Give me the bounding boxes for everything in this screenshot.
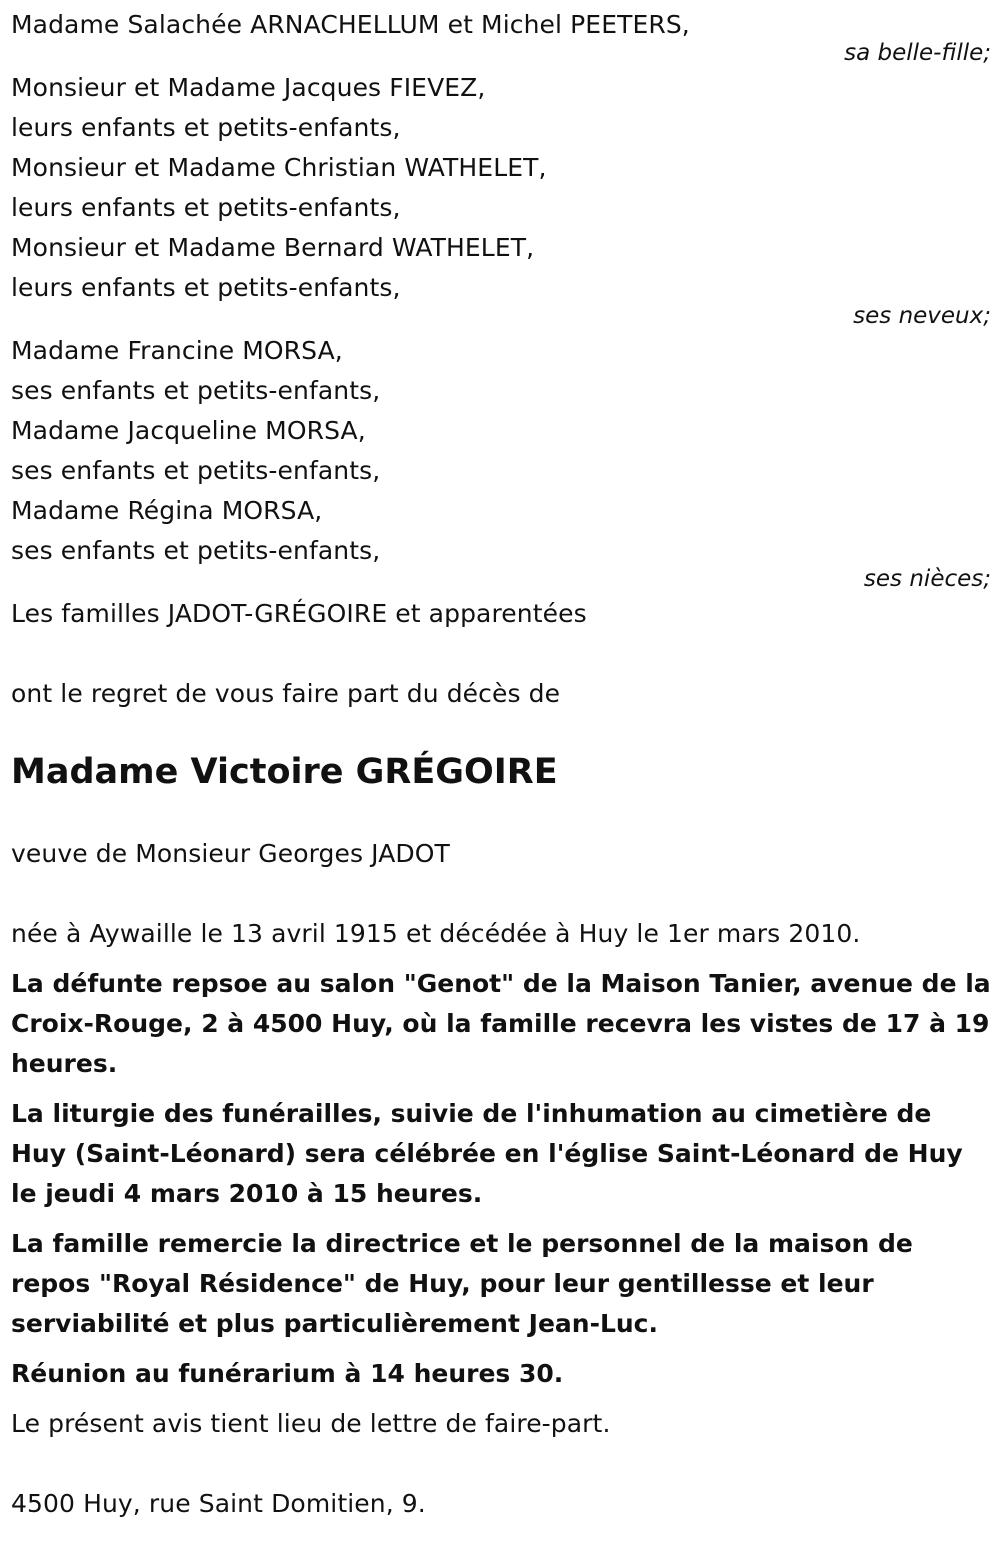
- niece-line: Madame Régina MORSA,: [11, 496, 323, 525]
- deceased-name: Madame Victoire GRÉGOIRE: [11, 752, 558, 792]
- niece-line: ses enfants et petits-enfants,: [11, 456, 381, 485]
- birth-death-line: née à Aywaille le 13 avril 1915 et décédée à Huy le 1er mars 2010.: [11, 919, 861, 948]
- niece-line: Madame Jacqueline MORSA,: [11, 416, 366, 445]
- nephew-line: Monsieur et Madame Jacques FIEVEZ,: [11, 73, 486, 102]
- nephew-line: leurs enfants et petits-enfants,: [11, 273, 401, 302]
- liturgy-paragraph: La liturgie des funérailles, suivie de l'inhumation au cimetière de Huy (Saint-Léonard) sera célébrée en l'église Saint-Léonard de Huy le jeudi 4 mars 2010 à 15 heures.: [11, 1099, 963, 1208]
- notice-line: Le présent avis tient lieu de lettre de faire-part.: [11, 1409, 611, 1438]
- widow-line: veuve de Monsieur Georges JADOT: [11, 839, 450, 868]
- nephew-line: leurs enfants et petits-enfants,: [11, 113, 401, 142]
- niece-line: Madame Francine MORSA,: [11, 336, 343, 365]
- nephew-line: Monsieur et Madame Bernard WATHELET,: [11, 233, 535, 262]
- niece-line: ses enfants et petits-enfants,: [11, 376, 381, 405]
- nieces-role: ses nièces;: [863, 566, 991, 592]
- nephews-list: [11, 68, 991, 308]
- nieces-list: [11, 331, 991, 571]
- nephew-line: leurs enfants et petits-enfants,: [11, 193, 401, 222]
- daughter-in-law-role: sa belle-fille;: [844, 40, 991, 66]
- nephew-line: Monsieur et Madame Christian WATHELET,: [11, 153, 547, 182]
- daughter-in-law-line: Madame Salachée ARNACHELLUM et Michel PEETERS,: [11, 10, 690, 39]
- meeting-line: Réunion au funérarium à 14 heures 30.: [11, 1359, 564, 1388]
- address-line: 4500 Huy, rue Saint Domitien, 9.: [11, 1489, 426, 1518]
- rest-paragraph: La défunte repsoe au salon "Genot" de la Maison Tanier, avenue de la Croix-Rouge, 2 à 4500 Huy, où la famille recevra les vistes de 17 à 19 heures.: [11, 969, 991, 1078]
- thanks-paragraph: La famille remercie la directrice et le personnel de la maison de repos "Royal Résidence" de Huy, pour leur gentillesse et leur serviabilité et plus particulièrement Jean-Luc.: [11, 1229, 913, 1338]
- nephews-role: ses neveux;: [853, 303, 991, 329]
- families-line: Les familles JADOT-GRÉGOIRE et apparentées: [11, 599, 587, 628]
- obituary-notice: [11, 0, 991, 1524]
- niece-line: ses enfants et petits-enfants,: [11, 536, 381, 565]
- regret-line: ont le regret de vous faire part du décès de: [11, 679, 561, 708]
